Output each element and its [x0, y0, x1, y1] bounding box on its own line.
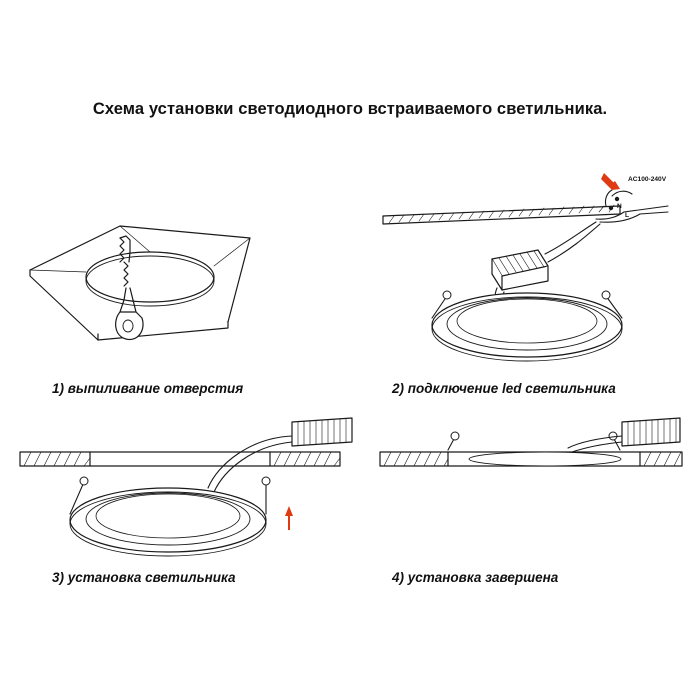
- step1-illustration: [30, 226, 250, 340]
- red-arrow-wiring: [601, 173, 620, 190]
- step-4-caption: 4) установка завершена: [392, 570, 559, 585]
- led-driver-step3: [292, 418, 352, 446]
- led-driver-step4: [622, 418, 680, 446]
- step4-illustration: [380, 418, 682, 466]
- step2-illustration: [383, 173, 668, 361]
- page-title: Схема установки светодиодного встраиваемого светильника.: [92, 100, 608, 118]
- step3-illustration: [20, 418, 352, 556]
- step-1-caption: 1) выпиливание отверстия: [52, 381, 244, 396]
- voltage-label: AC100-240V: [628, 176, 667, 183]
- luminaire-step2: [432, 291, 622, 361]
- step-2-caption: 2) подключение led светильника: [392, 381, 616, 396]
- led-driver: [492, 250, 548, 290]
- neutral-wire-label: N: [617, 203, 622, 210]
- live-wire-label: L: [625, 212, 630, 219]
- luminaire-step3: [70, 477, 270, 556]
- step-3-caption: 3) установка светильника: [52, 570, 236, 585]
- red-arrow-push-up: [285, 506, 293, 530]
